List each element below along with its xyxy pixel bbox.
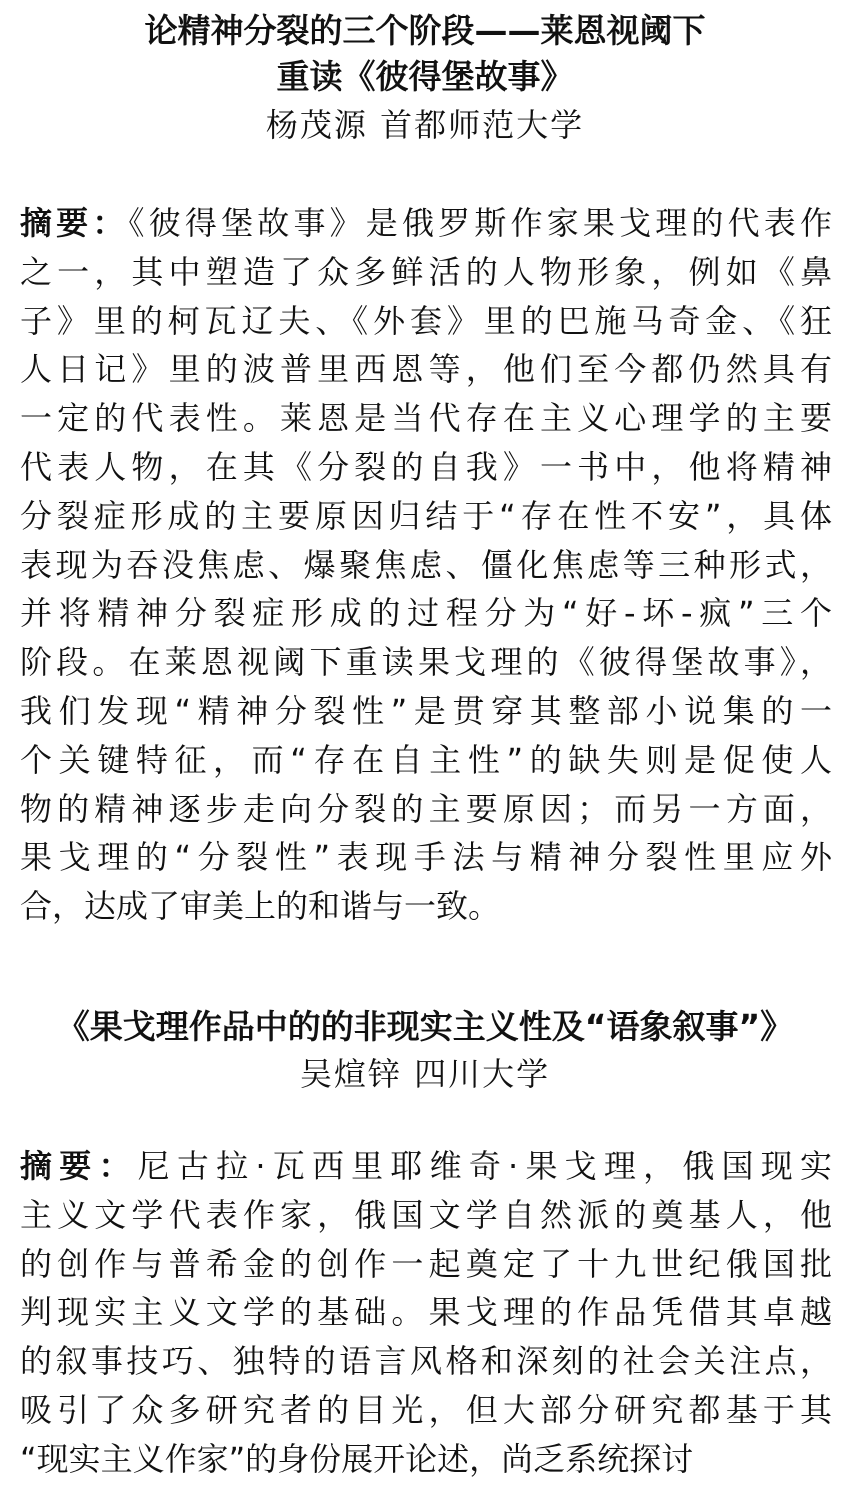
paper2-author: 吴煊锌 四川大学	[299, 1055, 551, 1093]
abstract-text: “现实主义作家”的身份展开论述，尚乏系统探讨	[20, 1439, 694, 1478]
abstract-text: 主义文学代表作家，俄国文学自然派的奠基人，他	[20, 1195, 832, 1234]
abstract-text: 一定的代表性。莱恩是当代存在主义心理学的主要	[20, 399, 832, 438]
abstract-line	[20, 638, 832, 687]
abstract-text: 吸引了众多研究者的目光，但大部分研究都基于其	[20, 1390, 832, 1429]
abstract-text: 表现为吞没焦虑、爆聚焦虑、僵化焦虑等三种形式，	[20, 545, 832, 584]
abstract-line	[20, 248, 832, 297]
abstract-line	[20, 1435, 832, 1484]
abstract-text: 并将精神分裂症形成的过程分为“好-坏-疯”三个	[20, 594, 832, 633]
abstract-line	[20, 345, 832, 394]
abstract-line	[20, 199, 832, 248]
abstract-text: 的叙事技巧、独特的语言风格和深刻的社会关注点，	[20, 1342, 832, 1381]
abstract-text: 判现实主义文学的基础。果戈理的作品凭借其卓越	[20, 1293, 832, 1332]
abstract-line	[20, 882, 832, 931]
abstract-line	[20, 541, 832, 590]
abstract-line	[20, 492, 832, 541]
abstract-text: 子》里的柯瓦辽夫、《外套》里的巴施马奇金、《狂	[20, 301, 832, 340]
abstract-text: 之一，其中塑造了众多鲜活的人物形象，例如《鼻	[20, 252, 832, 291]
abstract-line	[20, 589, 832, 638]
abstract-line	[20, 687, 832, 736]
paper2-title: 《果戈理作品中的的非现实主义性及“语象叙事”》	[56, 1007, 794, 1046]
abstract-text: 合，达成了审美上的和谐与一致。	[20, 887, 501, 926]
abstract-text: 代表人物，在其《分裂的自我》一书中，他将精神	[20, 447, 832, 486]
abstract-line	[20, 1191, 832, 1240]
abstract-line	[20, 833, 832, 882]
abstract-text: 物的精神逐步走向分裂的主要原因；而另一方面，	[20, 789, 832, 828]
abstract-line	[20, 1386, 832, 1435]
abstract-line	[20, 736, 832, 785]
abstract-text: 分裂症形成的主要原因归结于“存在性不安”，具体	[20, 496, 832, 535]
abstract-text: 尼古拉·瓦西里耶维奇·果戈理，俄国现实	[137, 1147, 832, 1185]
abstract-line	[20, 1240, 832, 1289]
abstract-label: 摘要：	[20, 204, 129, 242]
abstract-text: 个关键特征，而“存在自主性”的缺失则是促使人	[20, 740, 832, 779]
abstract-line	[20, 1337, 832, 1386]
abstract-line	[20, 443, 832, 492]
abstract-line	[20, 1288, 832, 1337]
abstract-text: 人日记》里的波普里西恩等，他们至今都仍然具有	[20, 350, 832, 389]
paper1-title-line1: 论精神分裂的三个阶段——莱恩视阈下	[144, 11, 706, 50]
paper1-author: 杨茂源 首都师范大学	[265, 106, 585, 144]
paper2-abstract	[20, 1142, 832, 1484]
abstract-text: 《彼得堡故事》是俄罗斯作家果戈理的代表作	[128, 204, 832, 242]
abstract-text: 阶段。在莱恩视阈下重读果戈理的《彼得堡故事》，	[20, 643, 832, 682]
abstract-line	[20, 785, 832, 834]
paper1-title-line2: 重读《彼得堡故事》	[276, 57, 574, 96]
paper1-abstract	[20, 199, 832, 931]
abstract-line	[20, 297, 832, 346]
abstract-text: 的创作与普希金的创作一起奠定了十九世纪俄国批	[20, 1244, 832, 1283]
abstract-line	[20, 1142, 832, 1191]
abstract-text: 果戈理的“分裂性”表现手法与精神分裂性里应外	[20, 838, 832, 877]
abstract-text: 我们发现“精神分裂性”是贯穿其整部小说集的一	[20, 691, 832, 730]
abstract-line	[20, 394, 832, 443]
abstract-label: 摘要：	[20, 1147, 138, 1185]
